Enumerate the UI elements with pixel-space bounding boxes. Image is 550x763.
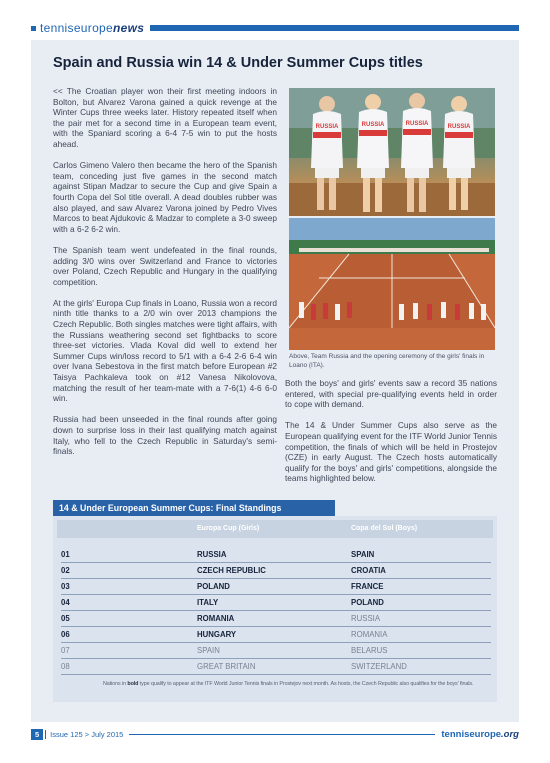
masthead-brand[interactable] (40, 21, 144, 35)
boys-team-cell: BELARUS (351, 646, 388, 655)
jersey-text: RUSSIA (361, 122, 385, 128)
column-header-girls: Europa Cup (Girls) (197, 525, 260, 532)
boys-team-cell: RUSSIA (351, 614, 381, 623)
rank-cell: 08 (61, 662, 70, 671)
boys-team-cell: SPAIN (351, 550, 375, 559)
boys-team-cell: SWITZERLAND (351, 662, 407, 671)
opening-ceremony-photo (289, 218, 495, 350)
team-russia-photo (289, 88, 495, 216)
paragraph: << The Croatian player won their first meeting indoors in Bolton, but Alvarez Varona gained a quick revenge at the Winter Cups three weeks later. History repeated itself when the pair met for a second time in a European team event, with the Spaniard scoring a 6-4 7-5 win to put the hosts ahead. (53, 86, 277, 149)
masthead-rule (150, 25, 519, 31)
table-row (61, 594, 491, 611)
paragraph: The 14 & Under Summer Cups also serve as the European qualifying event for the ITF World Junior Tennis competition, the finals of which will be held in Prostejov (CZE) in early August. The Czech hosts automatically qualify for the boys' and girls' competitions, alongside the teams highlighted below. (285, 420, 497, 484)
girls-team-cell: CZECH REPUBLIC (197, 566, 266, 575)
table-row (61, 658, 491, 675)
issue-info: Issue 125 > July 2015 (45, 730, 123, 739)
rank-cell: 07 (61, 646, 70, 655)
boys-team-cell: ROMANIA (351, 630, 388, 639)
page-number: 5 (31, 729, 43, 740)
girls-team-cell: ITALY (197, 598, 219, 607)
footnote-prefix: Nations in (103, 681, 128, 687)
standings-table (53, 516, 497, 702)
standings-heading: 14 & Under European Summer Cups: Final Standings (53, 500, 335, 516)
paragraph: The Spanish team went undefeated in the final rounds, adding 3/0 wins over Switzerland and France to victories over Poland, Czech Republic and Hungary in the qualifying competition. (53, 244, 277, 287)
standings-footnote (103, 681, 483, 687)
team-russia-illustration (289, 88, 495, 216)
rank-cell: 01 (61, 550, 70, 559)
footer-logo-link[interactable] (441, 729, 519, 740)
table-row (61, 562, 491, 579)
girls-team-cell: RUSSIA (197, 550, 227, 559)
girls-team-cell: ROMANIA (197, 614, 235, 623)
footer-logo-suffix: .org (501, 728, 519, 740)
standings-table-header (57, 520, 493, 538)
rank-cell: 02 (61, 566, 70, 575)
rank-cell: 05 (61, 614, 70, 623)
article-right-column (285, 378, 497, 495)
brand-name: tenniseurope (40, 21, 113, 35)
boys-team-cell: FRANCE (351, 582, 384, 591)
paragraph: Both the boys' and girls' events saw a record 35 nations entered, with special pre-qualifying events held in order to cope with demand. (285, 378, 497, 410)
boys-team-cell: CROATIA (351, 566, 386, 575)
footer-rule (129, 734, 435, 735)
footer-logo: tenniseurope (441, 728, 502, 740)
page-footer (31, 727, 519, 741)
column-header-boys: Copa del Sol (Boys) (351, 525, 418, 532)
girls-team-cell: SPAIN (197, 646, 220, 655)
jersey-text: RUSSIA (447, 124, 471, 130)
rank-cell: 04 (61, 598, 70, 607)
girls-team-cell: GREAT BRITAIN (197, 662, 256, 671)
jersey-text: RUSSIA (315, 124, 339, 130)
masthead (31, 20, 519, 36)
boys-team-cell: POLAND (351, 598, 384, 607)
table-row (61, 610, 491, 627)
rank-cell: 06 (61, 630, 70, 639)
girls-team-cell: HUNGARY (197, 630, 237, 639)
article-panel (31, 40, 519, 722)
paragraph: Carlos Gimeno Valero then became the hero of the Spanish team, conceding just five games in the second match against Stipan Madzar to secure the Cup and give Spain a fourth Copa del Sol title overall. A dead doubles rubber was also played, and saw Alvarez Varona joined by Pedro Vives Marcos to beat Ajdukovic & Madzar to complete a 3-0 sweep with a 6-2 6-2 win. (53, 160, 277, 234)
article-title: Spain and Russia win 14 & Under Summer Cups titles (53, 55, 423, 71)
girls-team-cell: POLAND (197, 582, 230, 591)
masthead-square-icon (31, 26, 36, 31)
jersey-text: RUSSIA (405, 121, 429, 127)
footnote-bold: bold (127, 681, 139, 687)
ceremony-illustration (289, 218, 495, 350)
table-row (61, 546, 491, 563)
table-row (61, 578, 491, 595)
photo-caption: Above, Team Russia and the opening ceremony of the girls' finals in Loano (ITA). (289, 353, 485, 369)
brand-suffix: news (113, 21, 145, 35)
paragraph: At the girls' Europa Cup finals in Loano, Russia won a record ninth title thanks to a 2/0 win over 2013 champions the Czech Republic. Both singles matches were tight affairs, with the Russians weathering second set fightbacks to score three-set victories. Vlada Koval did well to extend her Summer Cups win/loss record to 5/1 with a 6-4 2-6 6-4 win over Ivana Sebestova in the first match before European #2 Taisya Pachkaleva took on #12 Vanesa Nikolovova, matching the result of her team-mate with a 7-6(1) 4-6 6-0 win. (53, 297, 277, 404)
paragraph: Russia had been unseeded in the final rounds after going down to surprise loss in their last qualifying match against Italy, who fell to the Czech Republic in Saturday's semi-finals. (53, 414, 277, 457)
footnote-suffix: type qualify to appear at the ITF World Junior Tennis finals in Prostejov next month. As hosts, the Czech Republic also qualifies for the boys' finals. (138, 681, 474, 687)
table-row (61, 626, 491, 643)
article-left-column (53, 86, 277, 467)
rank-cell: 03 (61, 582, 70, 591)
table-row (61, 642, 491, 659)
